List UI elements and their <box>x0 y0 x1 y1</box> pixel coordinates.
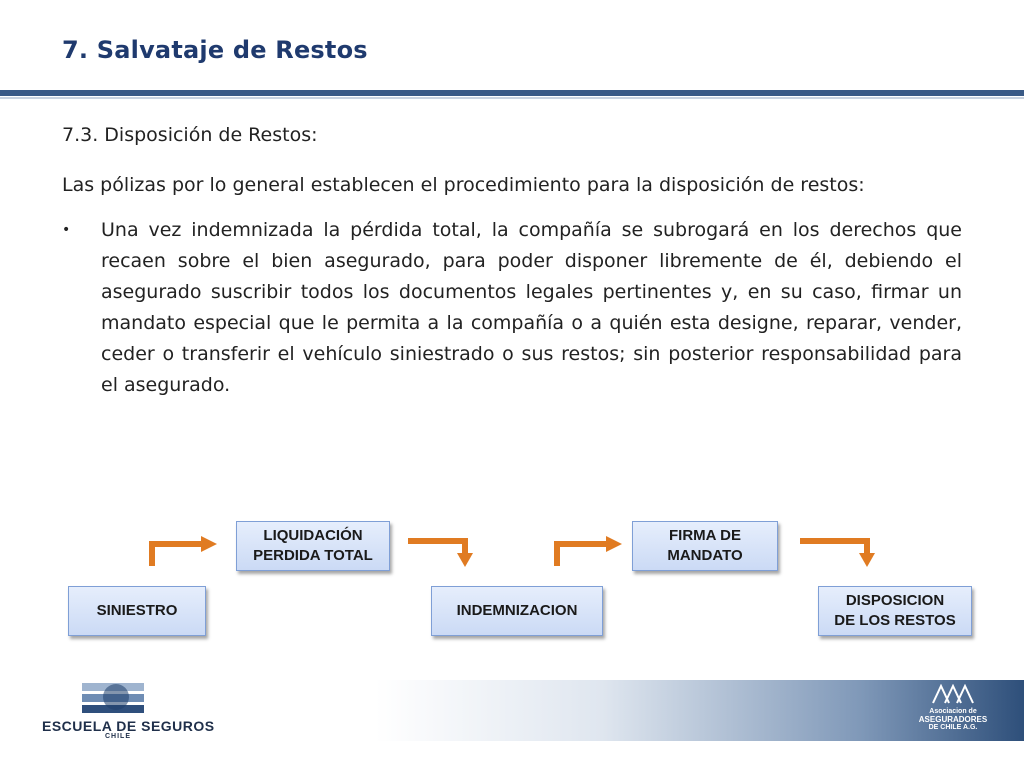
node-indemnizacion <box>431 586 603 636</box>
slide-title: 7. Salvataje de Restos <box>62 36 368 64</box>
node-siniestro-label: SINIESTRO <box>96 602 178 619</box>
node-liquidacion <box>236 521 390 571</box>
section-subheading: 7.3. Disposición de Restos: <box>62 124 318 146</box>
node-firma-label-1: FIRMA DE <box>669 527 741 544</box>
bullet-text: Una vez indemnizada la pérdida total, la compañía se subrogará en los derechos que recaen sobre el bien asegurado, para poder disponer libremente de él, debiendo el asegurado suscribir todos los documentos legales pertinentes y, en su caso, firmar un mandato especial que le permita a la compañía o a quién esta designe, reparar, vender, ceder o transferir el vehículo siniestrado o sus restos; sin posterior responsabilidad para el asegurado. <box>101 219 962 396</box>
aach-logo-icon <box>931 684 975 704</box>
escuela-seguros-logo-icon <box>38 677 158 721</box>
node-liquidacion-label-1: LIQUIDACIÓN <box>263 527 363 544</box>
intro-paragraph: Las pólizas por lo general establecen el procedimiento para la disposición de restos: <box>62 174 865 196</box>
node-indemnizacion-label: INDEMNIZACION <box>456 602 578 619</box>
aach-logo-text <box>918 708 988 732</box>
node-liquidacion-label-2: PERDIDA TOTAL <box>253 547 373 564</box>
node-siniestro <box>68 586 206 636</box>
node-firma-label-2: MANDATO <box>667 547 743 564</box>
escuela-seguros-name: ESCUELA DE SEGUROS <box>42 718 215 734</box>
arrow-right-down-1 <box>408 530 483 570</box>
aach-line3: DE CHILE A.G. <box>928 724 978 731</box>
bullet-icon: • <box>62 222 71 238</box>
arrow-right-down-2 <box>800 530 885 570</box>
node-disposicion <box>818 586 972 636</box>
bullet-item <box>62 215 962 401</box>
arrow-up-right-1 <box>145 530 220 570</box>
arrow-up-right-2 <box>550 530 625 570</box>
slide-content <box>62 124 962 401</box>
title-divider <box>0 90 1024 96</box>
aach-line2: ASEGURADORES <box>918 715 988 724</box>
title-divider-shadow <box>0 97 1024 99</box>
aach-line1: Asociacion de <box>929 708 977 715</box>
node-firma-mandato <box>632 521 778 571</box>
escuela-seguros-sub: CHILE <box>105 733 131 740</box>
node-disposicion-label-1: DISPOSICION <box>845 592 945 609</box>
node-disposicion-label-2: DE LOS RESTOS <box>834 612 956 629</box>
aach-logo <box>918 684 988 732</box>
